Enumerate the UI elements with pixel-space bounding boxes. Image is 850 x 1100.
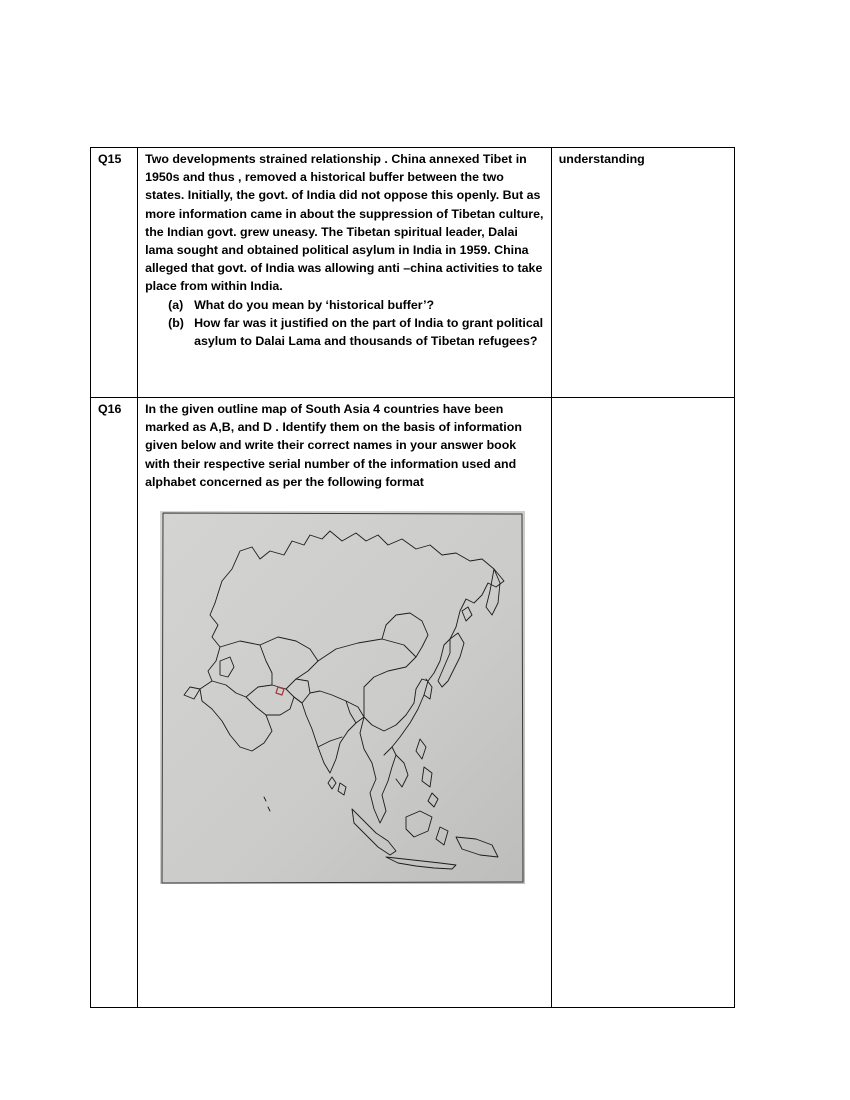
question-row-q15	[91, 148, 735, 398]
question-type-cell	[551, 398, 734, 1008]
question-number-cell	[91, 148, 138, 398]
subquestion-label: (b)	[168, 315, 184, 330]
question-table	[90, 147, 735, 1008]
asia-outline-map-image	[160, 511, 525, 884]
question-type: understanding	[558, 152, 645, 166]
question-number: Q15	[98, 152, 122, 166]
question-text-cell	[138, 148, 552, 398]
question-number: Q16	[98, 402, 122, 416]
subquestion-label: (a)	[168, 297, 184, 312]
subquestion-text: What do you mean by ‘historical buffer’?	[194, 297, 435, 312]
subquestion-a	[145, 296, 544, 314]
question-text: Two developments strained relationship . China annexed Tibet in 1950s and thus , removed a historical buffer between the two states. Initially, the govt. of India did not oppose this openly. But as more information came in about the suppression of Tibetan culture, the Indian govt. grew uneasy. The Tibetan spiritual leader, Dalai lama sought and obtained political asylum in India in 1959. China alleged that govt. of India was allowing anti –china activities to take place from within India.	[145, 152, 544, 294]
question-number-cell	[91, 398, 138, 1008]
question-text-cell	[138, 398, 552, 1008]
asia-outline-map	[160, 511, 525, 884]
subquestion-b	[145, 314, 544, 350]
subquestion-list	[145, 296, 544, 351]
question-type-cell	[551, 148, 734, 398]
question-text: In the given outline map of South Asia 4 countries have been marked as A,B, and D . Identify them on the basis of information given below and write their correct names in your answer book with their respective serial number of the information used and alphabet concerned as per the following format	[145, 402, 522, 489]
subquestion-text: How far was it justified on the part of India to grant political asylum to Dalai Lama and thousands of Tibetan refugees?	[194, 315, 544, 349]
question-row-q16	[91, 398, 735, 1008]
